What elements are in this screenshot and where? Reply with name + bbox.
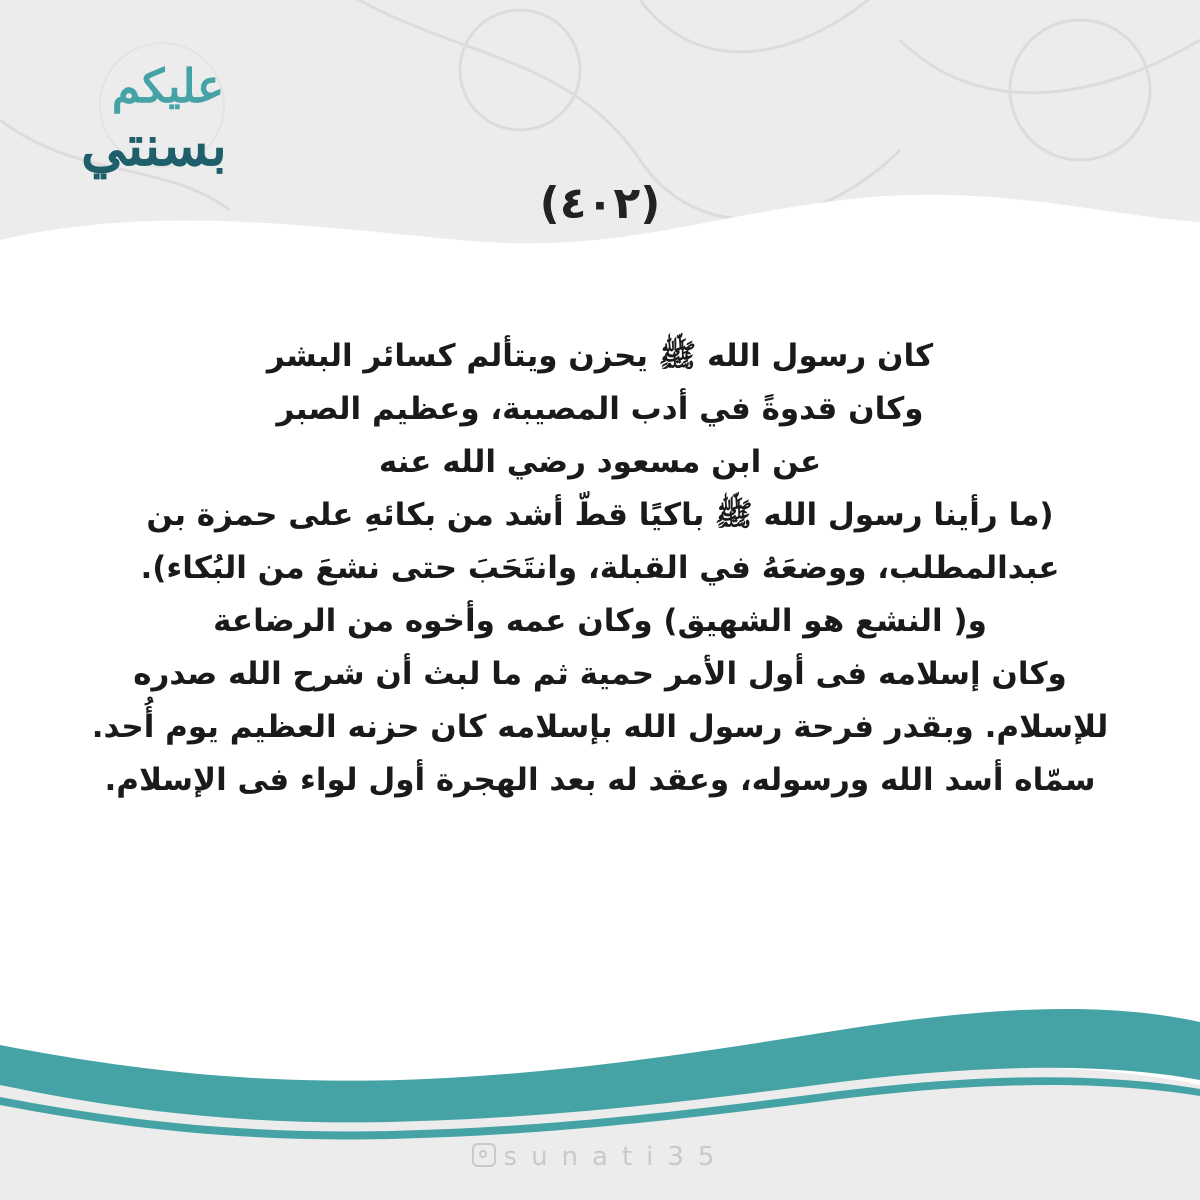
text-line: (ما رأينا رسول الله ﷺ باكيًا قطّ أشد من بكائهِ على حمزة بن bbox=[146, 497, 1054, 533]
text-line: سمّاه أسد الله ورسوله، وعقد له بعد الهجرة أول لواء فى الإسلام. bbox=[104, 762, 1096, 798]
text-line: كان رسول الله ﷺ يحزن ويتألم كسائر البشر bbox=[266, 338, 934, 374]
text-line: و( النشع هو الشهيق) وكان عمه وأخوه من الرضاعة bbox=[213, 603, 987, 639]
hadith-text bbox=[90, 330, 1110, 807]
svg-text:عليكم: عليكم bbox=[111, 59, 225, 113]
text-line: عن ابن مسعود رضي الله عنه bbox=[378, 444, 822, 480]
text-line: وكان قدوةً في أدب المصيبة، وعظيم الصبر bbox=[276, 391, 924, 427]
instagram-handle bbox=[0, 1142, 1200, 1172]
handle-text: sunati35 bbox=[503, 1142, 729, 1172]
text-line: عبدالمطلب، ووضعَهُ في القبلة، وانتَحَبَ حتى نشعَ من البُكاء). bbox=[140, 550, 1060, 586]
text-line: للإسلام. وبقدر فرحة رسول الله بإسلامه كان حزنه العظيم يوم أُحد. bbox=[91, 709, 1109, 745]
svg-text:بسنتي: بسنتي bbox=[80, 113, 228, 179]
calligraphy-logo-icon bbox=[70, 30, 240, 195]
post-number: (٤٠٢) bbox=[539, 178, 661, 229]
text-line: وكان إسلامه فى أول الأمر حمية ثم ما لبث أن شرح الله صدره bbox=[133, 656, 1067, 692]
instagram-icon bbox=[472, 1143, 496, 1167]
